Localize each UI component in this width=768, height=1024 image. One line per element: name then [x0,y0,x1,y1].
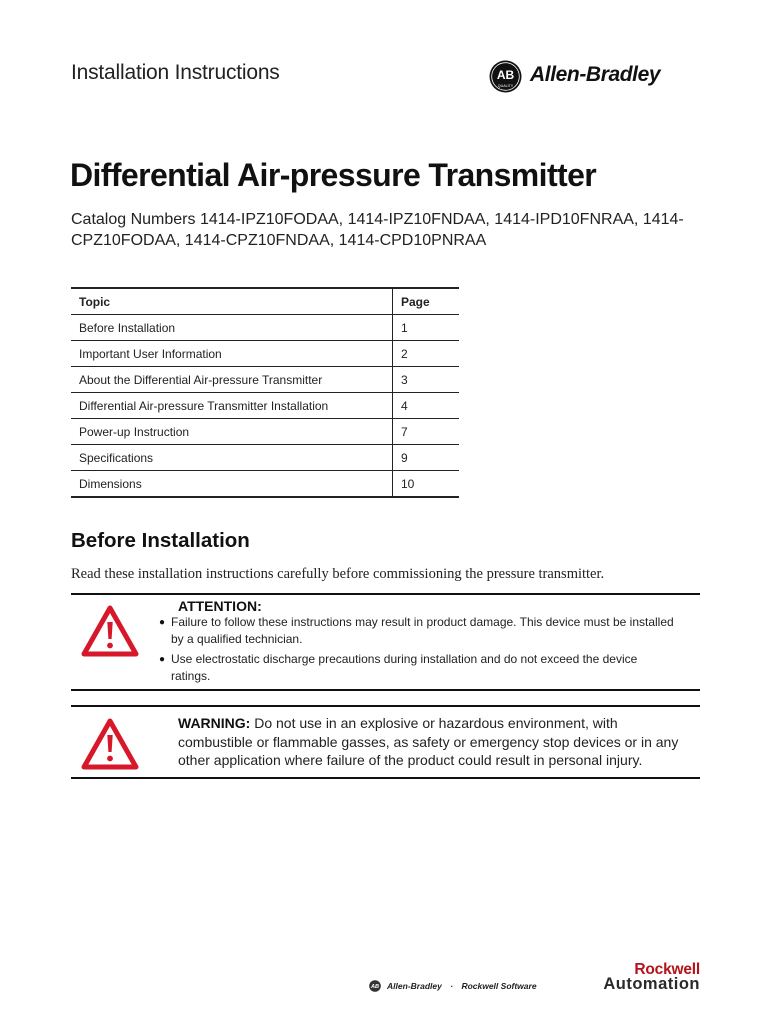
toc-topic: Specifications [71,445,393,471]
footer-brands [369,980,537,992]
automation-wordmark: Automation [603,975,700,993]
attention-item-text: Use electrostatic discharge precautions during installation and do not exceed the device ratings. [171,652,638,683]
attention-list [159,614,679,688]
toc-topic: About the Differential Air-pressure Transmitter [71,367,393,393]
bullet-dot: ● [159,617,166,628]
section-heading-before-installation: Before Installation [71,529,250,552]
attention-label: ATTENTION: [178,598,262,614]
toc-topic: Dimensions [71,471,393,498]
document-title: Differential Air-pressure Transmitter [70,157,597,193]
allen-bradley-logo [489,60,522,93]
toc-page: 9 [393,445,460,471]
toc-page: 4 [393,393,460,419]
warning-message: Do not use in an explosive or hazardous environment, with combustible or flammable gasses, as safety or emergency stop devices or in any other application where failure of the product could result in personal injury. [178,715,679,768]
toc-page: 2 [393,341,460,367]
rockwell-automation-logo [560,962,700,992]
toc-header-row [71,288,459,315]
toc-row [71,393,459,419]
toc-page: 3 [393,367,460,393]
toc-row [71,367,459,393]
list-item [159,651,679,685]
catalog-numbers: Catalog Numbers 1414-IPZ10FODAA, 1414-IPZ10FNDAA, 1414-IPD10FNRAA, 1414-CPZ10FODAA, 1414-CPZ10FNDAA, 1414-CPD10PNRAA [71,211,684,249]
footer-separator: · [450,981,454,991]
toc-page: 1 [393,315,460,341]
footer-brand-allen-bradley: Allen-Bradley [387,981,442,991]
table-of-contents [71,287,459,498]
doc-type-label: Installation Instructions [71,61,280,84]
brand-name: Allen-Bradley [530,63,661,86]
warning-text [178,714,688,770]
attention-notice [71,593,700,691]
logo-initials: AB [496,68,515,82]
warning-triangle-icon [81,718,139,770]
bullet-dot: ● [159,654,166,665]
toc-header-topic: Topic [71,288,393,315]
toc-topic: Power-up Instruction [71,419,393,445]
warning-label: WARNING: [178,715,251,731]
rockwell-wordmark: Rockwell [634,961,700,978]
toc-topic: Differential Air-pressure Transmitter Installation [71,393,393,419]
intro-text: Read these installation instructions carefully before commissioning the pressure transmitter. [71,566,605,582]
attention-item-text: Failure to follow these instructions may result in product damage. This device must be installed by a qualified technician. [171,615,674,646]
warning-triangle-icon [81,605,139,657]
toc-row [71,419,459,445]
toc-page: 7 [393,419,460,445]
toc-topic: Before Installation [71,315,393,341]
allen-bradley-logo [369,980,381,992]
toc-header-page: Page [393,288,460,315]
toc-row [71,341,459,367]
warning-notice [71,705,700,779]
list-item [159,614,679,648]
logo-quality-text: QUALITY [497,84,514,88]
footer-brand-rockwell-software: Rockwell Software [461,981,537,991]
footer-logo-initials: AB [371,984,379,990]
toc-page: 10 [393,471,460,498]
toc-row [71,315,459,341]
toc-topic: Important User Information [71,341,393,367]
toc-row [71,471,459,498]
toc-row [71,445,459,471]
